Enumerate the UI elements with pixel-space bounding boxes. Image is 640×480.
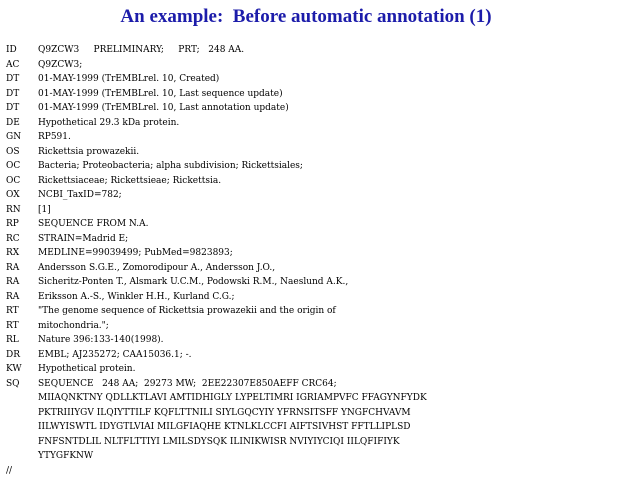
line-text: Eriksson A.-S., Winkler H.H., Kurland C.G.;: [38, 291, 235, 302]
slide-title: An example: Before automatic annotation (1): [120, 6, 492, 27]
record-line: [6, 435, 427, 450]
line-code: DT: [6, 88, 20, 99]
line-text: RP591.: [38, 132, 71, 142]
record-line: [6, 275, 427, 290]
record-line: [6, 362, 427, 377]
line-text: "The genome sequence of Rickettsia prowazekii and the origin of: [38, 306, 336, 316]
line-text: Bacteria; Proteobacteria; alpha subdivision; Rickettsiales;: [38, 161, 303, 171]
line-code: [6, 420, 38, 435]
line-text: STRAIN=Madrid E;: [38, 233, 129, 244]
record-line: [6, 116, 427, 131]
record-line: [6, 87, 427, 102]
record-line: [6, 232, 427, 247]
record-line: [6, 188, 427, 203]
line-code: [6, 406, 38, 421]
line-text: mitochondria.";: [38, 320, 109, 331]
line-text: FNFSNTDLIL NLTFLTTIYI LMILSDYSQK ILINIKWISR NVIYIYCIQI IILQFIFIYK: [38, 436, 400, 447]
line-code: RN: [6, 204, 21, 215]
line-code: RA: [6, 262, 20, 273]
line-text: PKTRIIIYGV ILQIYTTILF KQFLTTNILI SIYLGQCYIY YFRNSITSFF YNGFCHVAVM: [38, 407, 411, 418]
line-text: Hypothetical 29.3 kDa protein.: [38, 117, 180, 128]
line-code: OC: [6, 175, 21, 186]
record-line: [6, 420, 427, 435]
line-text: SEQUENCE 248 AA; 29273 MW; 2EE22307E850AEFF CRC64;: [38, 378, 337, 389]
line-text: Andersson S.G.E., Zomorodipour A., Andersson J.O.,: [38, 262, 276, 273]
line-text: 01-MAY-1999 (TrEMBLrel. 10, Last annotation update): [38, 103, 289, 113]
line-code: OS: [6, 146, 20, 157]
line-text: MIIAQNKTNY QDLLKTLAVI AMTIDHIGLY LYPELTIMRI IGRIAMPVFC FFAGYNFYDK: [38, 393, 427, 403]
line-code: RX: [6, 248, 20, 258]
line-text: [1]: [38, 204, 51, 215]
record-line: [6, 304, 427, 319]
line-code: DE: [6, 117, 20, 128]
line-text: MEDLINE=99039499; PubMed=9823893;: [38, 248, 233, 258]
record-line: [6, 449, 427, 464]
record-line: [6, 203, 427, 218]
record-line: [6, 464, 427, 479]
line-code: RA: [6, 277, 20, 287]
line-text: Q9ZCW3 PRELIMINARY; PRT; 248 AA.: [38, 45, 245, 55]
record-line: [6, 406, 427, 421]
line-text: IILWYISWTL IDYGTLVIAI MILGFIAQHE KTNLKLCCFI AIFTSIVHST FFTLLIPLSD: [38, 422, 411, 432]
line-code: RP: [6, 219, 19, 229]
line-code: [6, 435, 38, 450]
line-code: SQ: [6, 378, 20, 389]
line-text: Sicheritz-Ponten T., Alsmark U.C.M., Podowski R.M., Naeslund A.K.,: [38, 277, 349, 287]
line-code: ID: [6, 45, 17, 55]
record-line: [6, 159, 427, 174]
line-text: EMBL; AJ235272; CAA15036.1; -.: [38, 349, 192, 360]
line-text: NCBI_TaxID=782;: [38, 190, 122, 200]
record-line: [6, 290, 427, 305]
line-text: Rickettsiaceae; Rickettsieae; Rickettsia.: [38, 175, 222, 186]
line-code: AC: [6, 59, 20, 70]
record-line: [6, 58, 427, 73]
line-text: Rickettsia prowazekii.: [38, 146, 140, 157]
line-code: //: [6, 465, 13, 476]
record-line: [6, 319, 427, 334]
line-text: 01-MAY-1999 (TrEMBLrel. 10, Created): [38, 74, 220, 84]
record-line: [6, 130, 427, 145]
line-code: DR: [6, 349, 20, 360]
record-line: [6, 246, 427, 261]
line-text: Hypothetical protein.: [38, 364, 136, 374]
record-line: [6, 333, 427, 348]
line-text: 01-MAY-1999 (TrEMBLrel. 10, Last sequence update): [38, 88, 283, 99]
line-code: [6, 449, 38, 464]
line-code: RC: [6, 233, 20, 244]
line-text: Q9ZCW3;: [38, 59, 83, 70]
record-line: [6, 174, 427, 189]
line-code: RT: [6, 320, 19, 331]
record-line: [6, 348, 427, 363]
line-code: [6, 391, 38, 406]
record-line: [6, 261, 427, 276]
line-text: Nature 396:133-140(1998).: [38, 335, 164, 345]
record-line: [6, 217, 427, 232]
line-code: RT: [6, 306, 19, 316]
line-code: RA: [6, 291, 20, 302]
record-line: [6, 391, 427, 406]
line-code: OC: [6, 161, 21, 171]
line-code: DT: [6, 74, 20, 84]
line-code: DT: [6, 103, 20, 113]
record-line: [6, 145, 427, 160]
line-code: KW: [6, 364, 22, 374]
line-code: RL: [6, 335, 19, 345]
line-text: YTYGFKNW: [38, 451, 94, 461]
record-line: [6, 72, 427, 87]
line-code: GN: [6, 132, 22, 142]
line-code: OX: [6, 190, 20, 200]
record-line: [6, 377, 427, 392]
line-text: SEQUENCE FROM N.A.: [38, 219, 149, 229]
record-line: [6, 101, 427, 116]
record-line: [6, 43, 427, 58]
entry-record: [6, 43, 427, 478]
